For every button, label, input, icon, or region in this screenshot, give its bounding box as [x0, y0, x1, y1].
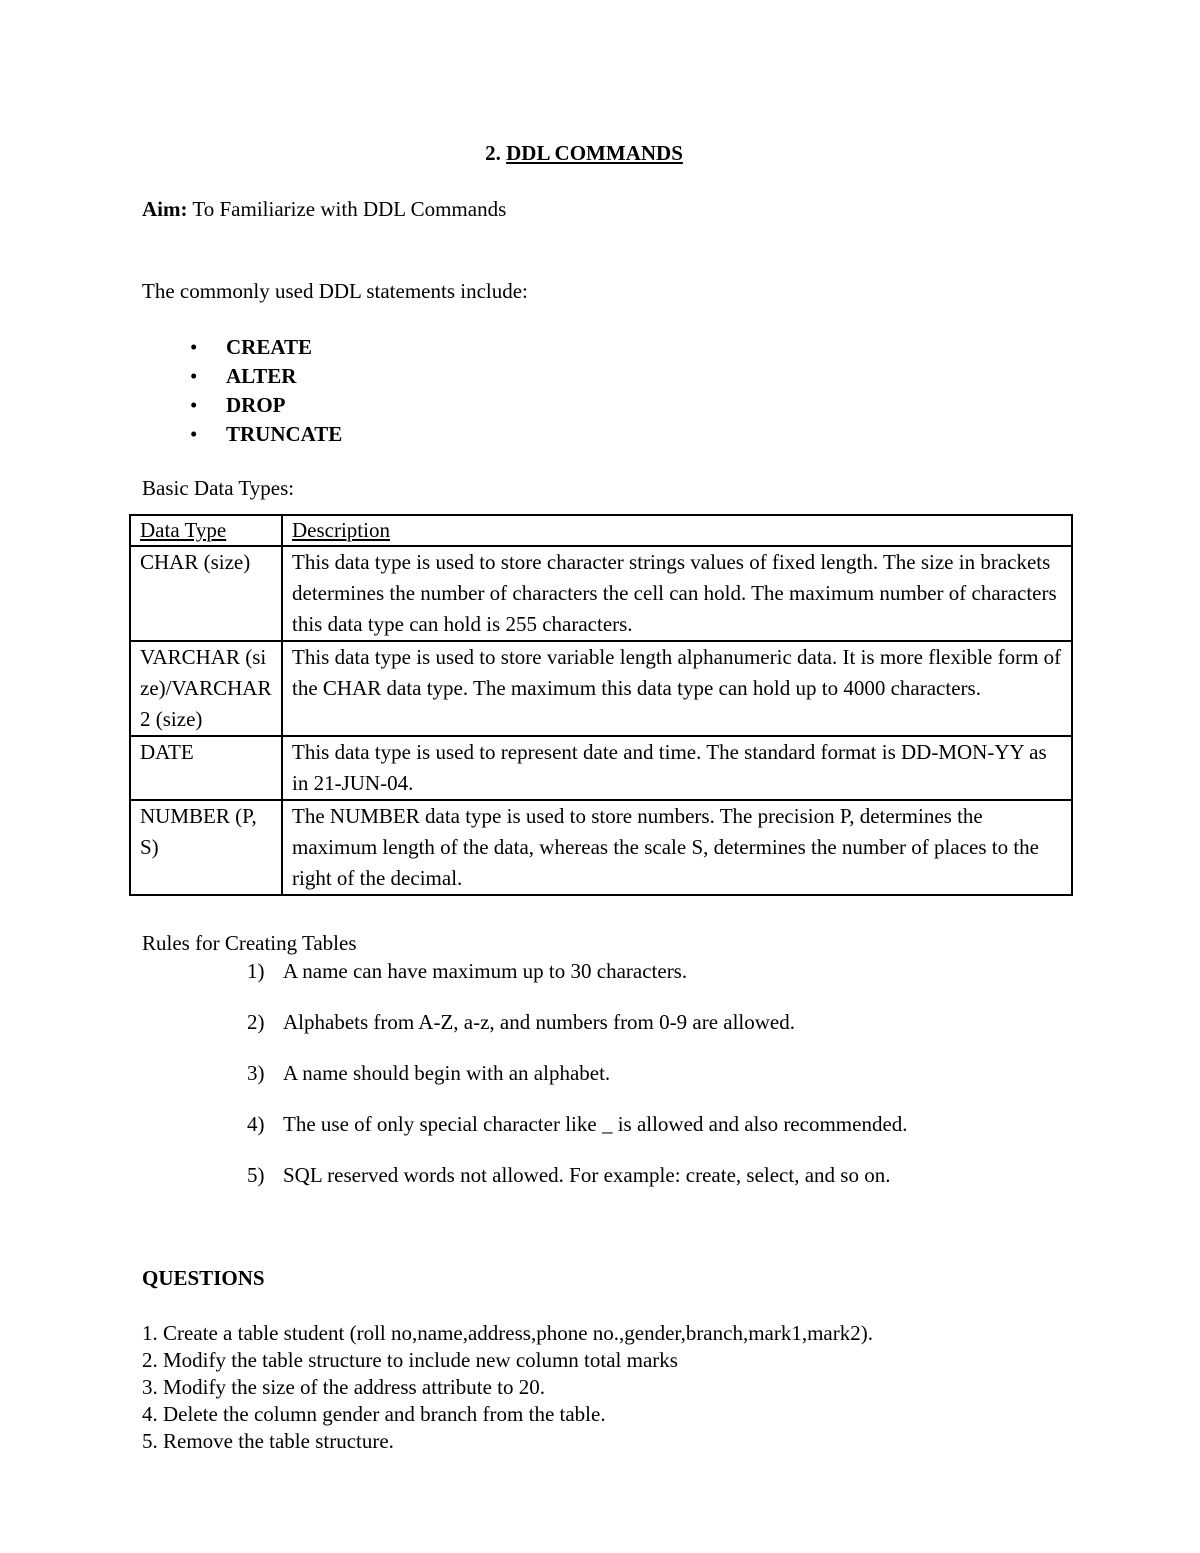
list-item: [247, 1008, 908, 1059]
rule-text: Alphabets from A-Z, a-z, and numbers from 0-9 are allowed.: [283, 1010, 795, 1034]
rule-number: 3): [247, 1061, 265, 1085]
ddl-command-list: [190, 333, 342, 449]
rule-text: A name can have maximum up to 30 characters.: [283, 959, 688, 983]
question-item: 4. Delete the column gender and branch from the table.: [142, 1402, 606, 1426]
table-row: [130, 546, 1072, 641]
data-type-cell: DATE: [130, 736, 282, 800]
question-item: 3. Modify the size of the address attribute to 20.: [142, 1375, 545, 1399]
list-item: [190, 362, 342, 391]
table-row: [130, 736, 1072, 800]
rules-heading: Rules for Creating Tables: [142, 931, 357, 955]
question-item: 5. Remove the table structure.: [142, 1429, 394, 1453]
data-type-cell: VARCHAR (size)/VARCHAR2 (size): [130, 641, 282, 736]
bullet-icon: •: [190, 393, 198, 417]
command-label: TRUNCATE: [226, 422, 343, 446]
rule-text: A name should begin with an alphabet.: [283, 1061, 611, 1085]
rules-list: [247, 957, 908, 1212]
command-label: DROP: [226, 393, 286, 417]
page-title: [0, 141, 1168, 166]
list-item: [190, 420, 342, 449]
rule-number: 1): [247, 959, 265, 983]
title-number: 2.: [485, 141, 501, 165]
questions-list: [142, 1320, 873, 1455]
description-cell: This data type is used to represent date and time. The standard format is DD-MON-YY as in 21-JUN-04.: [282, 736, 1072, 800]
questions-heading: QUESTIONS: [142, 1266, 265, 1290]
rule-number: 4): [247, 1112, 265, 1136]
description-cell: The NUMBER data type is used to store numbers. The precision P, determines the maximum length of the data, whereas the scale S, determines the number of places to the right of the decimal.: [282, 800, 1072, 895]
question-item: 1. Create a table student (roll no,name,address,phone no.,gender,branch,mark1,mark2).: [142, 1321, 873, 1345]
list-item: [190, 333, 342, 362]
bullet-icon: •: [190, 422, 198, 446]
data-types-table: [129, 514, 1073, 896]
table-row: [130, 800, 1072, 895]
list-item: [190, 391, 342, 420]
rule-text: SQL reserved words not allowed. For example: create, select, and so on.: [283, 1163, 891, 1187]
description-cell: This data type is used to store variable length alphanumeric data. It is more flexible form of the CHAR data type. The maximum this data type can hold up to 4000 characters.: [282, 641, 1072, 736]
list-item: [247, 957, 908, 1008]
aim-line: [142, 197, 506, 222]
rule-number: 5): [247, 1163, 265, 1187]
table-row: [130, 641, 1072, 736]
bullet-icon: •: [190, 335, 198, 359]
intro-paragraph: The commonly used DDL statements include:: [142, 279, 528, 303]
bullet-icon: •: [190, 364, 198, 388]
title-label: DDL COMMANDS: [506, 141, 683, 165]
command-label: CREATE: [226, 335, 312, 359]
column-header-data-type: Data Type: [130, 515, 282, 546]
aim-text: To Familiarize with DDL Commands: [187, 197, 507, 221]
list-item: [247, 1059, 908, 1110]
rule-text: The use of only special character like _ is allowed and also recommended.: [283, 1112, 908, 1136]
list-item: [247, 1161, 908, 1212]
command-label: ALTER: [226, 364, 297, 388]
data-types-heading: Basic Data Types:: [142, 476, 295, 500]
question-item: 2. Modify the table structure to include new column total marks: [142, 1348, 678, 1372]
list-item: [247, 1110, 908, 1161]
table-header-row: [130, 515, 1072, 546]
aim-label: Aim:: [142, 197, 188, 221]
data-type-cell: NUMBER (P, S): [130, 800, 282, 895]
column-header-description: Description: [282, 515, 1072, 546]
description-cell: This data type is used to store character strings values of fixed length. The size in brackets determines the number of characters the cell can hold. The maximum number of characters this data type can hold is 255 characters.: [282, 546, 1072, 641]
data-type-cell: CHAR (size): [130, 546, 282, 641]
rule-number: 2): [247, 1010, 265, 1034]
